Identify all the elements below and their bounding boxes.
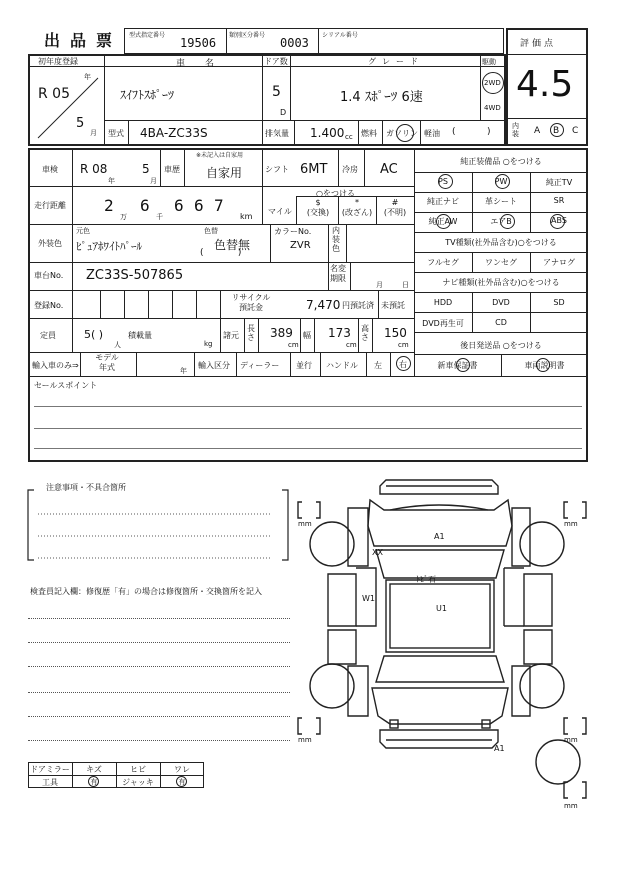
height-label: 高さ xyxy=(361,324,369,342)
recycle-label: リサイクル 預託金 xyxy=(231,293,271,312)
displacement-value: 1.400 xyxy=(310,126,345,140)
history-value: 自家用 xyxy=(206,166,243,180)
legend-scratch: キズ xyxy=(86,765,102,774)
first-reg-year: R 05 xyxy=(38,86,70,102)
equip-leather: 革シート xyxy=(485,197,517,206)
legend-mirror: ドアミラー xyxy=(30,765,70,774)
mm-spare: mm xyxy=(564,802,578,810)
interior-c: C xyxy=(572,126,579,136)
exchanged-label: $ (交換) xyxy=(306,198,330,217)
grade-value: 1.4 ｽﾎﾟｰﾂ 6速 xyxy=(340,90,423,105)
car-diagram xyxy=(290,476,610,816)
name-change-label: 名変期限 xyxy=(330,264,346,283)
mileage-label: 走行距離 xyxy=(34,201,66,210)
tv-one: ワンセグ xyxy=(485,258,517,267)
import-label: 輸入車のみ⇒ xyxy=(32,361,79,370)
mark-xx: XX xyxy=(372,548,383,557)
mileage-digit-4: 6 xyxy=(194,196,204,215)
load-label: 積載量 xyxy=(128,331,152,340)
interior-a: A xyxy=(534,126,541,136)
mileage-digit-1: 2 xyxy=(104,196,114,215)
name-change-day: 日 xyxy=(402,281,409,289)
mark-u1: U1 xyxy=(436,604,447,613)
import-type-label: 輸入区分 xyxy=(198,361,230,370)
drive-2wd: 2WD xyxy=(484,79,501,87)
int-color-label: 内装色 xyxy=(332,226,340,253)
equip-tv: 純正TV xyxy=(545,178,573,187)
dealer-label: ディーラー xyxy=(240,361,280,370)
shift-label: シフト xyxy=(265,165,289,174)
handle-left: 左 xyxy=(374,361,382,370)
legend-tools-value: 有 xyxy=(90,778,98,786)
interior-b: B xyxy=(553,126,560,136)
color-change-value: 色替無 xyxy=(214,238,251,252)
navi-hdd: HDD xyxy=(433,298,453,307)
later-title: 後日発送品 ○をつける xyxy=(460,341,542,350)
model-year-suffix: 年 xyxy=(180,367,187,375)
handle-right: 右 xyxy=(399,360,407,369)
mm-rl: mm xyxy=(298,736,312,744)
width-label: 幅 xyxy=(303,331,311,340)
tv-full: フルセグ xyxy=(427,258,459,267)
model-label: 型式 xyxy=(108,129,124,138)
diesel-label: 軽油 xyxy=(424,129,440,138)
ac-value: AC xyxy=(380,162,398,177)
model-cert-label: 型式指定番号 xyxy=(129,32,166,39)
length-unit: cm xyxy=(288,341,299,349)
navi-dvd-play: DVD再生可 xyxy=(422,319,464,328)
first-reg-year-suffix: 年 xyxy=(84,73,91,81)
unknown-label: # (不明) xyxy=(383,198,407,217)
form-title: 出品票 xyxy=(44,31,123,50)
notes-label: 注意事項・不具合箇所 xyxy=(46,483,126,492)
drive-4wd: 4WD xyxy=(484,104,501,112)
mileage-digit-2: 6 xyxy=(140,196,150,215)
model-value: 4BA-ZC33S xyxy=(140,126,208,140)
model-cert-no: 19506 xyxy=(180,36,217,50)
equip-ps: PS xyxy=(438,177,448,186)
equip-airbag: エアB xyxy=(490,217,512,226)
tv-analog: アナログ xyxy=(543,258,575,267)
history-label: 車歴 xyxy=(164,165,180,174)
inspector-label: 検査員記入欄：修復歴「有」の場合は修復箇所・交換箇所を記入 xyxy=(30,587,262,596)
navi-cd: CD xyxy=(495,318,507,327)
car-name: ｽｲﾌﾄｽﾎﾟｰﾂ xyxy=(120,88,175,102)
shift-value: 6MT xyxy=(300,162,328,177)
dim-label: 諸元 xyxy=(223,331,239,340)
mark-a1-rear: A1 xyxy=(494,744,505,753)
chassis-label: 車台No. xyxy=(34,271,64,280)
ext-color-label: 外装色 xyxy=(38,239,62,248)
later-warranty: 新車保証書 xyxy=(437,361,478,370)
category-label: 類別区分番号 xyxy=(229,32,266,39)
inspection-year-suffix: 年 xyxy=(108,177,115,185)
first-reg-label: 初年度登録 xyxy=(38,57,78,66)
mileage-type-label: マイル xyxy=(268,207,292,216)
orig-color-label: 元色 xyxy=(76,227,90,235)
equipment-title: 純正装備品 ○をつける xyxy=(460,157,542,166)
equip-abs: ABS xyxy=(551,216,567,225)
mark-w1: W1 xyxy=(362,594,375,603)
legend-jack-value: 有 xyxy=(178,778,186,786)
inspection-month: 5 xyxy=(142,162,150,176)
ac-label: 冷房 xyxy=(342,165,358,174)
load-unit: kg xyxy=(204,340,213,348)
legend-jack: ジャッキ xyxy=(122,778,154,787)
mark-a1-hood: A1 xyxy=(434,532,445,541)
name-change-month: 月 xyxy=(376,281,383,289)
equip-aw: 純正AW xyxy=(428,217,458,226)
unpaid-label: 未預託 xyxy=(381,301,405,310)
mileage-digit-5: 7 xyxy=(214,196,224,215)
displacement-label: 排気量 xyxy=(265,129,289,138)
equip-pw: PW xyxy=(494,177,508,186)
equip-navi: 純正ナビ xyxy=(427,197,459,206)
inspection-year: R 08 xyxy=(80,162,108,176)
sales-point-label: セールスポイント xyxy=(34,381,98,390)
history-note: ※未記入は自家用 xyxy=(196,152,244,159)
width-value: 173 xyxy=(328,326,351,340)
handle-label: ハンドル xyxy=(326,361,358,370)
navi-dvd: DVD xyxy=(492,298,510,307)
drive-label: 駆動 xyxy=(482,58,496,66)
interior-label: 内装 xyxy=(512,122,519,138)
fuel-value: ガソリン xyxy=(386,129,418,138)
color-change-brackets: ( ) xyxy=(200,248,242,258)
color-change-label: 色替 xyxy=(204,227,218,235)
grade-label: グレード xyxy=(368,57,424,66)
len-label: 長さ xyxy=(247,324,255,342)
chassis-value: ZC33S-507865 xyxy=(86,268,184,283)
legend-tools: 工具 xyxy=(42,778,58,787)
height-unit: cm xyxy=(398,341,409,349)
serial-label: シリアル番号 xyxy=(322,32,358,39)
color-no-value: ZVR xyxy=(290,240,311,251)
doors-type: D xyxy=(280,108,287,117)
equip-sr: SR xyxy=(553,196,565,205)
capacity-value: 5( ) xyxy=(84,328,104,341)
doors-label: ドア数 xyxy=(264,57,288,66)
mileage-man: 万 xyxy=(120,213,127,221)
height-value: 150 xyxy=(384,326,407,340)
score-value: 4.5 xyxy=(516,64,574,105)
notes-bracket xyxy=(26,484,290,568)
model-year-label: モデル 年式 xyxy=(95,353,119,372)
mark-note: ○をつける xyxy=(316,189,355,198)
car-name-label: 車名 xyxy=(176,59,235,69)
tv-title: TV種類(社外品含む)○をつける xyxy=(445,238,557,247)
navi-sd: SD xyxy=(553,298,565,307)
width-unit: cm xyxy=(346,341,357,349)
diesel-brackets: ( ) xyxy=(452,127,491,137)
reg-no-label: 登録No. xyxy=(34,301,64,310)
first-reg-month-suffix: 月 xyxy=(90,129,97,137)
capacity-unit: 人 xyxy=(114,341,121,349)
color-no-label: カラーNo. xyxy=(274,227,312,236)
mileage-sen: 千 xyxy=(156,213,163,221)
score-label: 評価点 xyxy=(520,39,557,49)
recycle-amount: 7,470 xyxy=(306,298,341,312)
length-value: 389 xyxy=(270,326,293,340)
category-no: 0003 xyxy=(280,36,309,50)
mm-fl: mm xyxy=(298,520,312,528)
inspection-month-suffix: 月 xyxy=(150,177,157,185)
recycle-status: 円預託済 xyxy=(342,301,374,310)
legend-break: ワレ xyxy=(174,765,190,774)
mileage-digit-3: 6 xyxy=(174,196,184,215)
first-reg-month: 5 xyxy=(76,116,85,131)
mileage-unit: km xyxy=(240,212,253,221)
altered-label: * (改ざん) xyxy=(341,198,373,217)
legend-crack: ヒビ xyxy=(130,765,146,774)
ext-color-value: ﾋﾟｭｱﾎﾜｲﾄﾊﾟｰﾙ xyxy=(76,240,142,253)
capacity-label: 定員 xyxy=(40,331,56,340)
mm-fr: mm xyxy=(564,520,578,528)
doors-value: 5 xyxy=(272,84,281,100)
navi-title: ナビ種類(社外品含む)○をつける xyxy=(442,278,560,287)
later-manual: 車両説明書 xyxy=(524,361,565,370)
parallel-label: 並行 xyxy=(296,361,312,370)
displacement-unit: cc xyxy=(345,133,353,141)
mark-chip: ﾄﾋﾞ石 xyxy=(416,575,436,584)
mm-rr: mm xyxy=(564,736,578,744)
fuel-label: 燃料 xyxy=(361,129,377,138)
inspection-label: 車検 xyxy=(42,165,58,174)
